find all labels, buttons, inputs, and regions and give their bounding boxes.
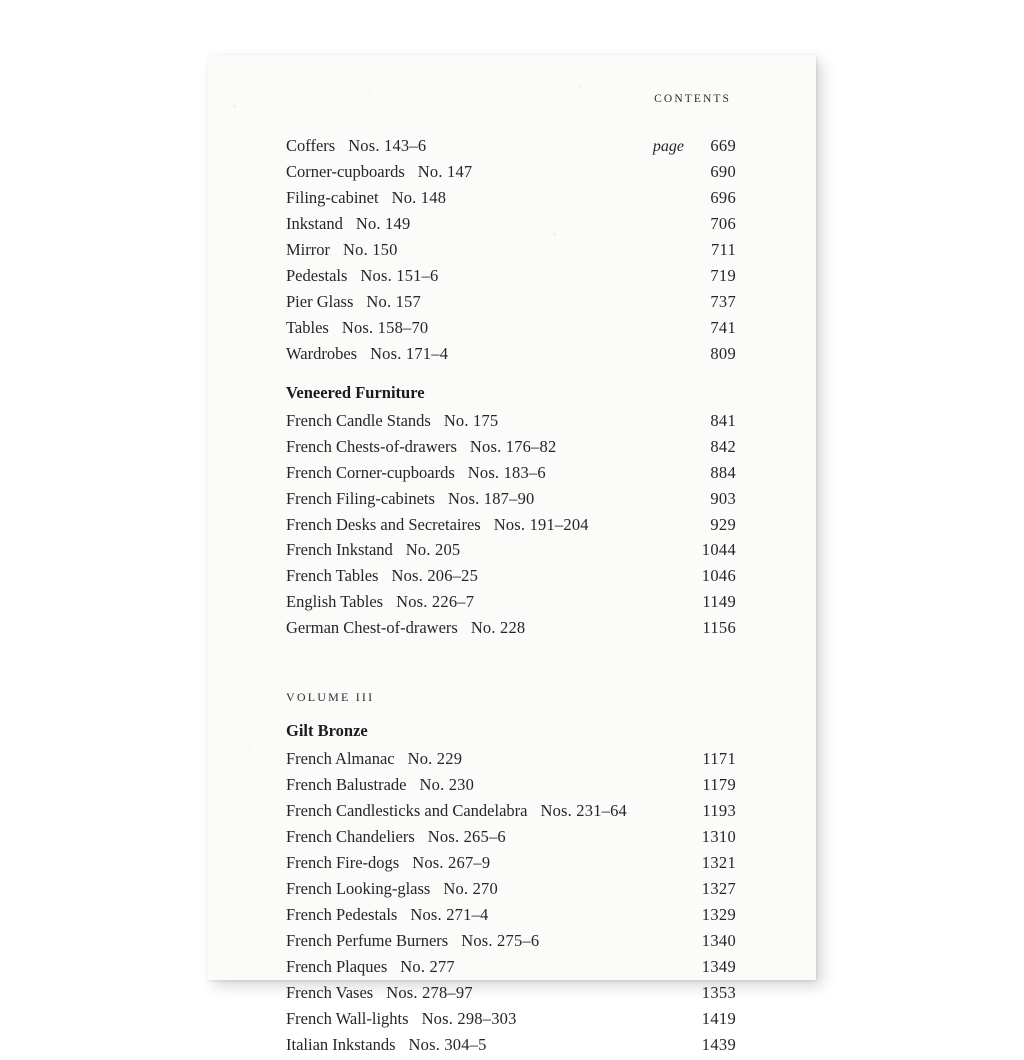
toc-entry-page: 737 [710,292,736,312]
toc-entry-text [286,317,428,340]
toc-entry-text [286,904,488,927]
toc-entry-numbers: Nos. 206–25 [391,566,479,586]
toc-entry[interactable] [286,187,736,210]
toc-entry-text [286,436,556,459]
toc-entry-title: Pier Glass [286,292,354,312]
toc-entry-title: Corner-cupboards [286,162,405,182]
toc-entry-page: 1310 [701,826,736,846]
toc-entry-text [286,343,448,366]
toc-entry-title: French Tables [286,566,379,586]
toc-entry-page: 841 [710,410,736,430]
toc-entry-title: French Candlesticks and Candelabra [286,801,528,820]
toc-entry[interactable] [286,904,736,927]
toc-entry-page: 1171 [702,749,736,769]
toc-entry-page: 884 [710,462,736,482]
toc-entry-text [286,852,490,875]
toc-entry-numbers: Nos. 304–5 [408,1034,487,1054]
toc-entry-page: 1353 [701,982,736,1002]
section-heading: Gilt Bronze [286,721,368,741]
toc-entry-text [286,514,589,537]
toc-entry[interactable] [286,135,736,158]
toc-entry-title: French Perfume Burners [286,930,449,950]
toc-entry-numbers: No. 150 [343,240,398,260]
toc-entry-numbers: Nos. 271–4 [410,904,489,924]
toc-entry[interactable] [286,774,736,797]
toc-entry-page: 741 [710,317,736,337]
toc-entry-page: 1349 [701,956,736,976]
toc-entry-title: Inkstand [286,214,343,234]
toc-entry-title: French Corner-cupboards [286,462,455,482]
toc-entry-numbers: Nos. 171–4 [370,343,449,363]
toc-entry[interactable] [286,956,736,979]
toc-entry-title: German Chest-of-drawers [286,618,458,638]
toc-entry-text [286,617,525,640]
toc-entry-title: Italian Inkstands [286,1034,396,1054]
toc-entry[interactable] [286,800,736,823]
toc-entry-text [286,239,398,262]
toc-entry[interactable] [286,436,736,459]
toc-entry-numbers: Nos. 275–6 [461,930,540,950]
toc-entry[interactable] [286,213,736,236]
toc-entry[interactable] [286,826,736,849]
toc-entry[interactable] [286,591,736,614]
toc-entry-page: 669 [710,136,736,155]
toc-entry-numbers: Nos. 158–70 [341,317,429,337]
toc-entry-text [286,748,462,771]
toc-entry-numbers: No. 157 [366,292,421,312]
toc-entry-numbers: No. 230 [419,775,475,795]
toc-entry-text [286,878,498,901]
toc-entry-page: 1327 [701,878,736,898]
toc-entry[interactable] [286,852,736,875]
toc-entry-numbers: Nos. 231–64 [540,801,628,820]
toc-entry-numbers: Nos. 278–97 [386,982,473,1002]
paper-speckle [368,89,370,91]
toc-entry-numbers: No. 277 [400,956,455,976]
toc-section-continued [286,135,736,366]
toc-entry-text [286,187,446,210]
toc-entry-title: Tables [286,317,329,337]
toc-entry-numbers: Nos. 226–7 [396,592,475,612]
toc-entry[interactable] [286,161,736,184]
toc-entry-numbers: Nos. 265–6 [427,826,506,846]
toc-entry-page: 1321 [701,852,736,872]
toc-entry[interactable] [286,343,736,366]
toc-entry-numbers: Nos. 176–82 [469,436,557,456]
toc-entry[interactable] [286,239,736,262]
toc-entry-numbers: Nos. 298–303 [421,1008,517,1028]
toc-entry[interactable] [286,878,736,901]
toc-entry-page: 1329 [701,904,736,924]
toc-entry[interactable] [286,462,736,485]
toc-entry-page: 696 [710,188,736,208]
toc-entry-text [286,539,460,562]
toc-entry-text [286,565,478,588]
toc-entry-title: French Desks and Secretaires [286,514,481,534]
toc-entry-title: French Looking-glass [286,878,431,898]
toc-entry-numbers: No. 228 [470,618,526,638]
toc-section-gilt-bronze [286,721,736,1056]
toc-entry[interactable] [286,488,736,511]
toc-entry-title: French Balustrade [286,775,407,795]
toc-entry-title: Filing-cabinet [286,188,379,208]
toc-entry-page: 1179 [702,775,736,795]
paper-speckle [760,615,762,617]
book-page-sheet [208,55,816,1054]
toc-entry-page: 929 [710,514,736,534]
toc-entry-page: 1340 [701,930,736,950]
toc-entry-title: French Chandeliers [286,826,415,846]
toc-entry-page: 842 [710,436,736,456]
toc-entry-text [286,462,546,485]
toc-entry-numbers: No. 149 [355,214,411,234]
toc-entry-page: 1419 [701,1008,736,1028]
toc-entry[interactable] [286,1034,736,1057]
toc-entry-text [286,213,410,236]
toc-entry-title: English Tables [286,592,384,612]
paper-speckle [248,745,250,747]
toc-entry-title: French Plaques [286,956,388,976]
toc-entry-page: 719 [710,266,736,286]
toc-entry-page: 1439 [701,1034,736,1054]
toc-entry-title: Coffers [286,136,336,155]
toc-entry-text [286,774,474,797]
toc-entry-page: 903 [710,488,736,508]
toc-entry-text [286,1034,487,1057]
toc-entry-text [286,930,539,953]
toc-entry-text [286,826,506,849]
toc-entry-numbers: Nos. 187–90 [447,488,535,508]
toc-entry-page: 690 [710,162,736,182]
toc-entry-page: 1149 [702,592,736,612]
page-word-label: page [652,138,684,155]
toc-entry-page: 1156 [702,618,736,638]
toc-entry-text [286,1008,517,1031]
toc-entry-title: French Filing-cabinets [286,488,435,508]
toc-entry-text [286,410,498,433]
toc-entry-title: French Inkstand [286,540,393,560]
running-head: CONTENTS [654,93,731,105]
toc-entry-numbers: Nos. 191–204 [493,514,589,534]
volume-heading: VOLUME III [286,690,375,705]
toc-entry-numbers: No. 147 [417,162,473,182]
toc-entry-page: 1046 [701,566,736,586]
toc-entry-title: French Fire-dogs [286,852,400,872]
toc-entry-title: French Candle Stands [286,410,431,430]
toc-entry-text [286,161,472,184]
paper-speckle [578,85,581,88]
toc-entry-page: 1044 [701,540,736,560]
toc-entry-title: Mirror [286,240,330,260]
toc-entry[interactable] [286,930,736,953]
toc-entry[interactable] [286,514,736,537]
paper-speckle [233,105,236,108]
toc-entry-title: Wardrobes [286,343,358,363]
toc-entry-numbers: No. 148 [391,188,447,208]
toc-entry-title: French Chests-of-drawers [286,436,457,456]
toc-entry[interactable] [286,617,736,640]
section-heading: Veneered Furniture [286,382,425,402]
toc-entry-numbers: Nos. 151–6 [360,266,439,286]
toc-entry-text [286,265,439,288]
toc-entry-title: French Pedestals [286,904,398,924]
toc-section-veneered-furniture [286,383,736,640]
toc-entry-page: 1193 [702,801,736,820]
toc-entry-text [286,291,421,314]
toc-entry-title: French Vases [286,982,374,1002]
toc-entry-text [286,591,474,614]
toc-entry[interactable] [286,982,736,1005]
table-of-contents [286,93,736,1060]
toc-entry-text [286,982,473,1005]
toc-entry[interactable] [286,565,736,588]
toc-entry[interactable] [286,748,736,771]
toc-entry[interactable] [286,410,736,433]
toc-entry-numbers: Nos. 183–6 [467,462,546,482]
toc-entry-numbers: No. 175 [443,410,499,430]
toc-entry-numbers: No. 229 [407,749,463,769]
toc-entry[interactable] [286,539,736,562]
toc-entry-numbers: Nos. 143–6 [348,136,427,155]
toc-entry-numbers: No. 270 [443,878,498,898]
toc-entry[interactable] [286,1008,736,1031]
toc-entry-text [286,956,455,979]
toc-entry-text [286,800,627,823]
toc-entry-numbers: No. 205 [405,540,461,560]
toc-entry[interactable] [286,265,736,288]
toc-entry-title: French Almanac [286,749,395,769]
toc-entry[interactable] [286,317,736,340]
toc-entry-page: 809 [710,343,736,363]
toc-entry-text [286,135,426,158]
toc-entry-text [286,488,534,511]
toc-entry-page: 711 [710,240,736,260]
toc-entry-page: 706 [710,214,736,234]
toc-entry[interactable] [286,291,736,314]
toc-entry-title: Pedestals [286,266,348,286]
toc-entry-numbers: Nos. 267–9 [412,852,491,872]
toc-entry-title: French Wall-lights [286,1008,409,1028]
